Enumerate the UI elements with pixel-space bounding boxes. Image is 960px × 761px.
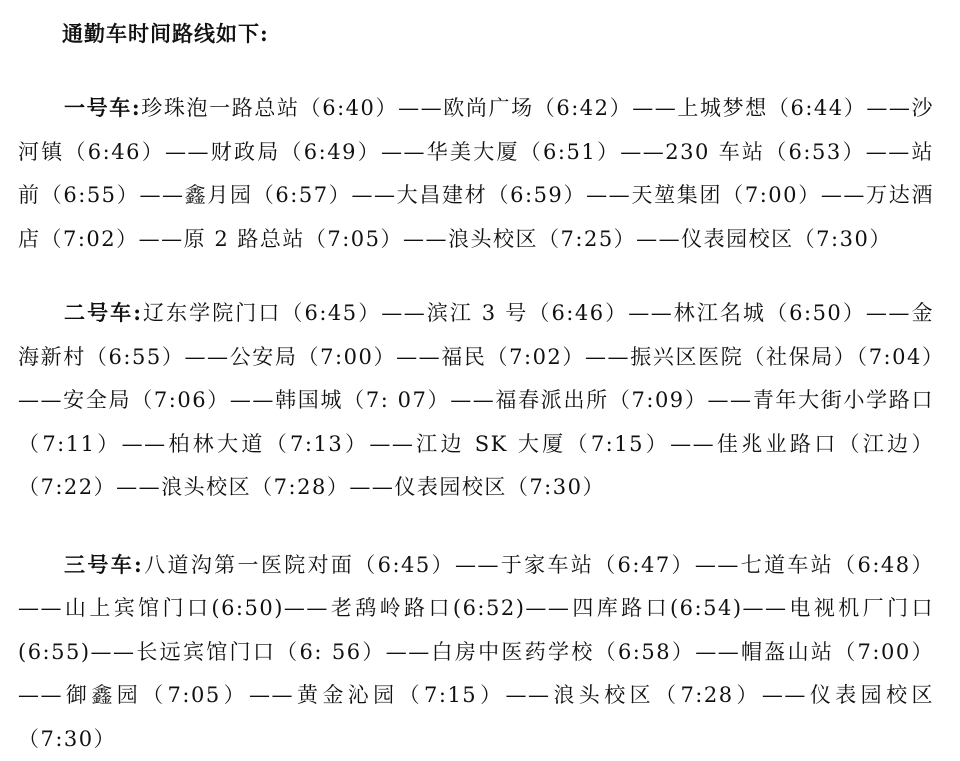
route-stops-1: 珍珠泡一路总站（6:40）——欧尚广场（6:42）——上城梦想（6:44）——沙河镇（6:46）——财政局（6:49）——华美大厦（6:51）——230 车站（6:53）——站前（6:55）——鑫月园（6:57）——大昌建材（6:59）——天堃集团（7:00）——万达酒店（7:02）——原 2 路总站（7:05）——浪头校区（7:25）——仪表园校区（7:30） — [18, 96, 934, 251]
route-stops-3: 八道沟第一医院对面（6:45）——于家车站（6:47）——七道车站（6:48）——山上宾馆门口(6:50)——老鸹岭路口(6:52)——四库路口(6:54)——电视机厂门口(6:55)——长远宾馆门口（6: 56）——白房中医药学校（6:58）——帽盔山站（7:00）——御鑫园（7:05）——黄金沁园（7:15）——浪头校区（7:28）——仪表园校区（7:30） — [18, 553, 934, 751]
route-paragraph-1 — [18, 86, 934, 261]
document-heading: 通勤车时间路线如下: — [62, 16, 934, 52]
route-paragraph-3 — [18, 543, 934, 761]
route-label-3: 三号车: — [64, 552, 143, 577]
route-stops-2: 辽东学院门口（6:45）——滨江 3 号（6:46）——林江名城（6:50）——金海新村（6:55）——公安局（7:00）——福民（7:02）——振兴区医院（社保局）（7:04）——安全局（7:06）——韩国城（7: 07）——福春派出所（7:09）——青年大街小学路口（7:11）——柏林大道（7:13）——江边 SK 大厦（7:15）——佳兆业路口（江边）（7:22）——浪头校区（7:28）——仪表园校区（7:30） — [18, 301, 934, 499]
route-label-2: 二号车: — [64, 300, 142, 325]
route-paragraph-2 — [18, 291, 934, 510]
document-page — [18, 16, 934, 761]
route-label-1: 一号车: — [64, 95, 141, 120]
